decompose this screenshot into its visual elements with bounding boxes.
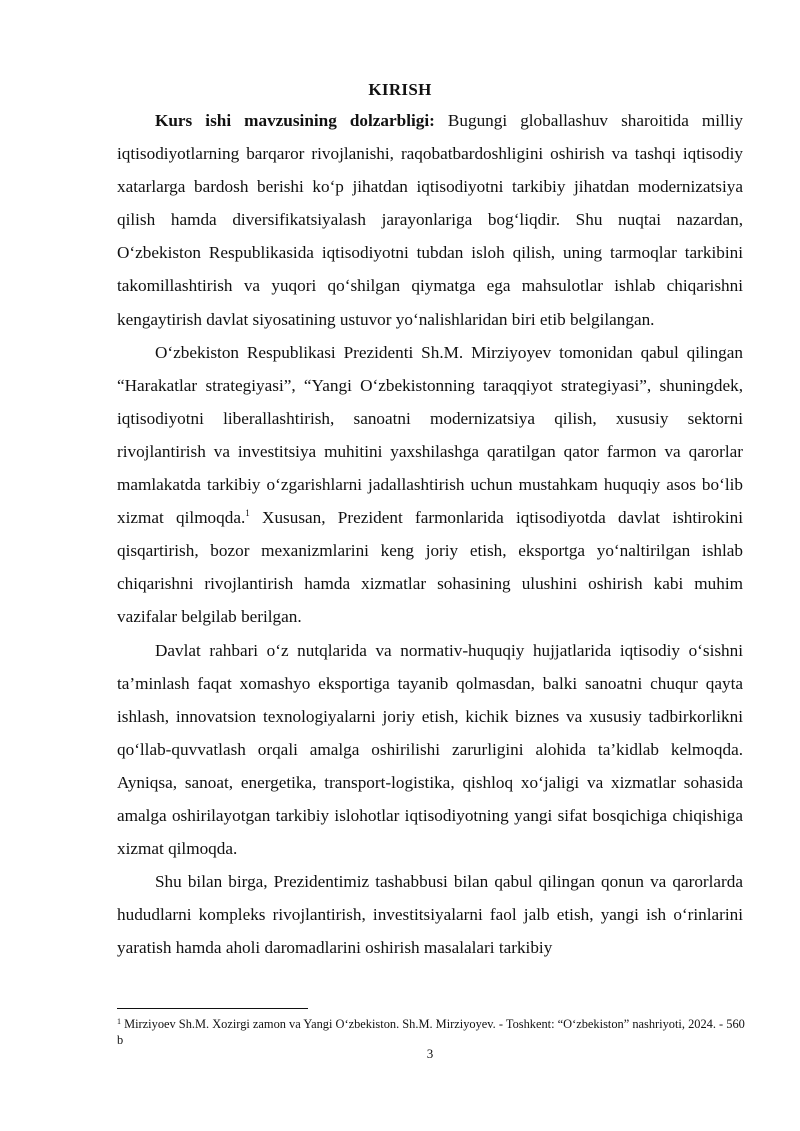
- paragraph-text: O‘zbekiston Respublikasi Prezidenti Sh.M. Mirziyoyev tomonidan qabul qilingan “Harakatlar strategiyasi”, “Yangi O‘zbekistonning taraqqiyot strategiyasi”, shuningdek, iqtisodiyotni liberallashtirish, sanoatni modernizatsiya qilish, xususiy sektorni rivojlantirish va investitsiya muhitini yaxshilashga qaratilgan qator farmon va qarorlar mamlakatda tarkibiy o‘zgarishlarni jadallashtirish uchun mustahkam huquqiy asos bo‘lib xizmat qilmoqda.: [117, 342, 743, 528]
- paragraph-text: Shu bilan birga, Prezidentimiz tashabbusi bilan qabul qilingan qonun va qarorlarda hududlarni kompleks rivojlantirish, investitsiyalarni faol jalb etish, yangi ish o‘rinlarini yaratish hamda aholi daromadlarini oshirish masalalari tarkibiy: [117, 872, 743, 958]
- footnote: [117, 1017, 747, 1048]
- paragraph-economic-growth: [117, 634, 743, 866]
- body-text: [117, 104, 743, 964]
- page-number: 3: [426, 1046, 434, 1061]
- paragraph-text: Bugungi globallashuv sharoitida milliy iqtisodiyotlarning barqaror rivojlanishi, raqobatbardoshligini oshirish va tashqi iqtisodiy xatarlarga bardosh berishi ko‘p jihatdan iqtisodiyotni tarkibiy jihatdan modernizatsiya qilish hamda diversifikatsiyalash jarayonlariga bog‘liqdir. Shu nuqtai nazardan, O‘zbekiston Respublikasida iqtisodiyotni tubdan isloh qilish, uning tarmoqlar tarkibini takomillashtirish va yuqori qo‘shilgan qiymatga ega mahsulotlar ishlab chiqarishni kengaytirish davlat siyosatining ustuvor yo‘nalishlaridan biri etib belgilangan.: [117, 111, 743, 329]
- paragraph-presidential-strategies: [117, 336, 743, 634]
- footnote-text: Mirziyoev Sh.M. Xozirgi zamon va Yangi O‘zbekiston. Sh.M. Mirziyoyev. - Toshkent: “O‘zbekiston” nashriyoti, 2024. - 560 b: [117, 1017, 745, 1047]
- paragraph-regional-development: [117, 865, 743, 964]
- paragraph-lead-heading: Kurs ishi mavzusining dolzarbligi:: [155, 111, 435, 130]
- footnote-marker: 1: [117, 1017, 121, 1026]
- section-title: KIRISH: [368, 80, 432, 99]
- paragraph-text: Xususan, Prezident farmonlarida iqtisodiyotda davlat ishtirokini qisqartirish, bozor mexanizmlarini keng joriy etish, eksportga yo‘naltirilgan ishlab chiqarishni rivojlantirish hamda xizmatlar sohasining ulushini oshirish kabi muhim vazifalar belgilab berilgan.: [117, 508, 743, 627]
- paragraph-relevance: [117, 104, 743, 336]
- footnote-reference: 1: [245, 508, 250, 519]
- paragraph-text: Davlat rahbari o‘z nutqlarida va normativ-huquqiy hujjatlarida iqtisodiy o‘sishni ta’minlash faqat xomashyo eksportiga tayanib qolmasdan, balki sanoatni chuqur qayta ishlash, innovatsion texnologiyalarni joriy etish, kichik biznes va xususiy tadbirkorlikni qo‘llab-quvvatlash orqali amalga oshirilishi zarurligini alohida ta’kidlab kelmoqda. Ayniqsa, sanoat, energetika, transport-logistika, qishloq xo‘jaligi va xizmatlar sohasida amalga oshirilayotgan tarkibiy islohotlar iqtisodiyotning yangi sifat bosqichiga chiqishiga xizmat qilmoqda.: [117, 640, 743, 859]
- footnote-separator: [117, 1008, 308, 1009]
